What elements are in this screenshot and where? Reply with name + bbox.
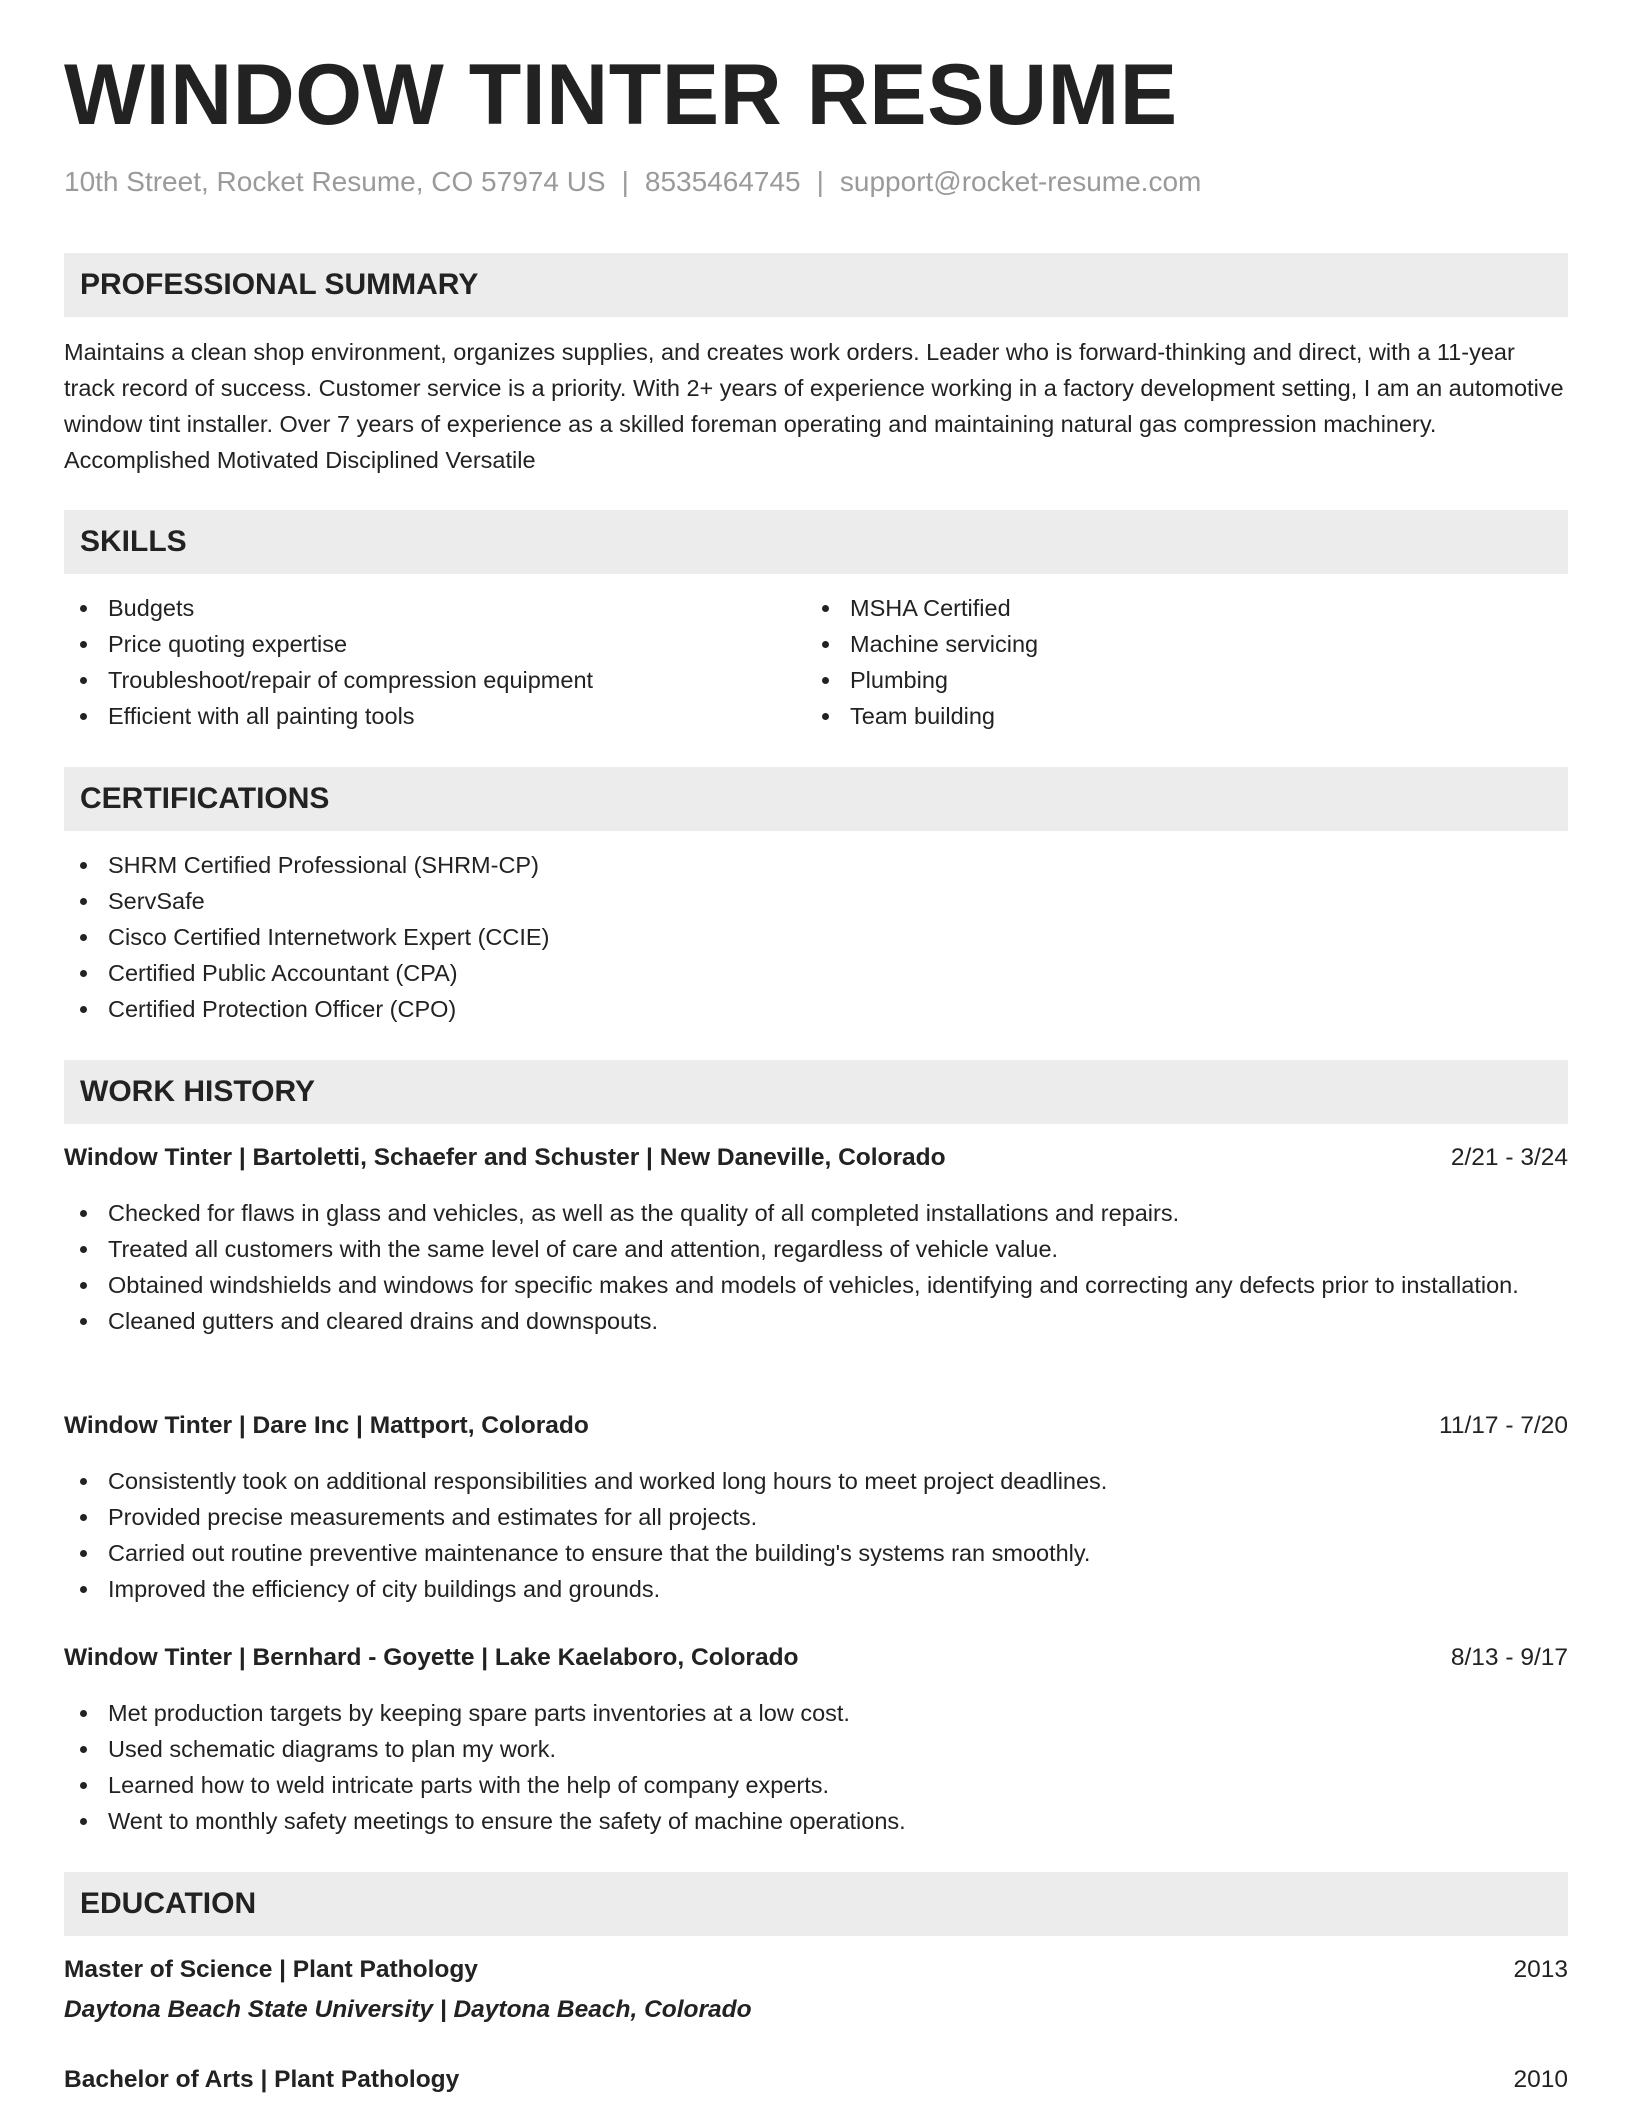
certifications-list bbox=[64, 847, 1568, 1027]
summary-text: Maintains a clean shop environment, organizes supplies, and creates work orders. Leader who is forward-thinking and direct, with a 11-year track record of success. Customer service is a priority. With 2+ years of experience working in a factory development setting, I am an automotive window tint installer. Over 7 years of experience as a skilled foreman operating and maintaining natural gas compression machinery. Accomplished Motivated Disciplined Versatile bbox=[64, 339, 1564, 473]
contact-line bbox=[64, 166, 1201, 198]
job-bullet: Carried out routine preventive maintenance to ensure that the building's systems ran smoothly. bbox=[64, 1535, 1568, 1571]
job-title: Window Tinter | Bartoletti, Schaefer and Schuster | New Daneville, Colorado bbox=[64, 1144, 946, 1171]
job-bullets bbox=[64, 1195, 1568, 1339]
skill-item: Plumbing bbox=[806, 662, 1526, 698]
job-header bbox=[64, 1140, 1568, 1176]
skill-item: Team building bbox=[806, 698, 1526, 734]
job-bullet: Checked for flaws in glass and vehicles, as well as the quality of all completed installations and repairs. bbox=[64, 1195, 1568, 1231]
skill-item: Budgets bbox=[64, 590, 784, 626]
education-year: 2010 bbox=[1513, 2066, 1568, 2093]
education-header bbox=[64, 1952, 1568, 1988]
certifications-heading: CERTIFICATIONS bbox=[64, 767, 1568, 831]
job-title: Window Tinter | Dare Inc | Mattport, Colorado bbox=[64, 1412, 589, 1439]
contact-address: 10th Street, Rocket Resume, CO 57974 US bbox=[64, 166, 606, 197]
education-year: 2013 bbox=[1513, 1956, 1568, 1983]
job-header bbox=[64, 1408, 1568, 1444]
certification-item: ServSafe bbox=[64, 883, 1568, 919]
education-degree: Bachelor of Arts | Plant Pathology bbox=[64, 2066, 460, 2093]
certification-item: Certified Protection Officer (CPO) bbox=[64, 991, 1568, 1027]
job-bullet: Improved the efficiency of city buildings and grounds. bbox=[64, 1571, 1568, 1607]
job-bullet: Learned how to weld intricate parts with the help of company experts. bbox=[64, 1767, 1568, 1803]
job-bullet: Provided precise measurements and estimates for all projects. bbox=[64, 1499, 1568, 1535]
work-history-heading: WORK HISTORY bbox=[64, 1060, 1568, 1124]
education-school: Daytona Beach State University | Daytona Beach, Colorado bbox=[64, 1996, 752, 2023]
contact-separator: | bbox=[816, 166, 824, 197]
job-dates: 8/13 - 9/17 bbox=[1450, 1644, 1568, 1671]
skills-list-left bbox=[64, 590, 784, 734]
job-dates: 11/17 - 7/20 bbox=[1439, 1412, 1568, 1439]
contact-phone: 8535464745 bbox=[644, 166, 801, 197]
skills-list-right bbox=[806, 590, 1526, 734]
job-bullet: Met production targets by keeping spare parts inventories at a low cost. bbox=[64, 1695, 1568, 1731]
skill-item: Machine servicing bbox=[806, 626, 1526, 662]
certification-item: Cisco Certified Internetwork Expert (CCIE) bbox=[64, 919, 1568, 955]
skills-heading: SKILLS bbox=[64, 510, 1568, 574]
resume-title: WINDOW TINTER RESUME bbox=[64, 47, 1178, 143]
summary-heading: PROFESSIONAL SUMMARY bbox=[64, 253, 1568, 317]
job-bullet: Treated all customers with the same level of care and attention, regardless of vehicle value. bbox=[64, 1231, 1568, 1267]
job-bullet: Used schematic diagrams to plan my work. bbox=[64, 1731, 1568, 1767]
education-header bbox=[64, 2062, 1568, 2098]
certification-item: SHRM Certified Professional (SHRM-CP) bbox=[64, 847, 1568, 883]
contact-separator: | bbox=[621, 166, 629, 197]
job-bullet: Consistently took on additional responsibilities and worked long hours to meet project deadlines. bbox=[64, 1463, 1568, 1499]
job-bullets bbox=[64, 1463, 1568, 1607]
contact-email: support@rocket-resume.com bbox=[839, 166, 1202, 197]
education-degree: Master of Science | Plant Pathology bbox=[64, 1956, 478, 1983]
certification-item: Certified Public Accountant (CPA) bbox=[64, 955, 1568, 991]
job-bullet: Obtained windshields and windows for specific makes and models of vehicles, identifying and correcting any defects prior to installation. bbox=[64, 1267, 1568, 1303]
skill-item: Troubleshoot/repair of compression equipment bbox=[64, 662, 784, 698]
job-bullet: Went to monthly safety meetings to ensure the safety of machine operations. bbox=[64, 1803, 1568, 1839]
job-bullets bbox=[64, 1695, 1568, 1839]
education-heading: EDUCATION bbox=[64, 1872, 1568, 1936]
skill-item: MSHA Certified bbox=[806, 590, 1526, 626]
job-dates: 2/21 - 3/24 bbox=[1450, 1144, 1568, 1171]
skill-item: Efficient with all painting tools bbox=[64, 698, 784, 734]
job-header bbox=[64, 1640, 1568, 1676]
skill-item: Price quoting expertise bbox=[64, 626, 784, 662]
job-title: Window Tinter | Bernhard - Goyette | Lake Kaelaboro, Colorado bbox=[64, 1644, 799, 1671]
job-bullet: Cleaned gutters and cleared drains and downspouts. bbox=[64, 1303, 1568, 1339]
